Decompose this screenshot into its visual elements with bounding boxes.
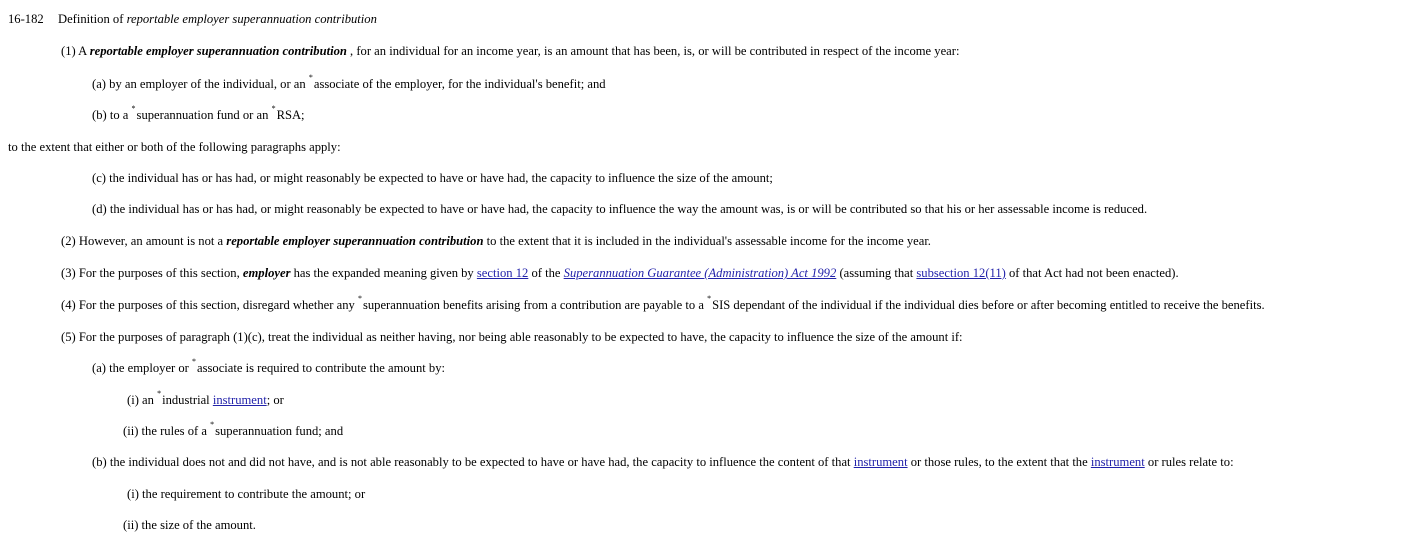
- paragraph-number: (d): [92, 202, 107, 216]
- subsection-text-mid: superannuation benefits arising from a contribution are payable to a: [362, 298, 704, 312]
- defined-term-asterisk: *: [131, 104, 136, 113]
- section-heading-lead: Definition of: [58, 12, 124, 26]
- paragraph-text: the individual has or has had, or might reasonably be expected to have or have had, the capacity to influence the way the amount was, is or will be contributed so that his or her assessable income is reduced.: [109, 202, 1148, 216]
- defined-term: reportable employer superannuation contribution: [226, 234, 484, 248]
- subsection-text: For the purposes of paragraph (1)(c), treat the individual as neither having, nor being able reasonably to be expected to have, the capacity to influence the size of the amount if:: [78, 330, 963, 344]
- subsection-4: [61, 294, 1265, 313]
- paragraph-text-pre: the employer or: [109, 361, 189, 375]
- subparagraph-5a-i: [127, 389, 284, 408]
- subsection-2: [61, 233, 931, 249]
- subsection-5: [61, 329, 963, 345]
- subsection-text-pre: For the purposes of this section, disregard whether any: [78, 298, 355, 312]
- paragraph-number: (b): [92, 108, 107, 122]
- subsection-text-post: to the extent that it is included in the individual's assessable income for the income year.: [486, 234, 931, 248]
- subsection-text-mid: has the expanded meaning given by: [293, 266, 474, 280]
- paragraph-5a: [92, 357, 445, 376]
- section-number: 16-182: [8, 12, 44, 26]
- instrument-link[interactable]: instrument: [1090, 455, 1145, 469]
- paragraph-text-post: or rules relate to:: [1147, 455, 1234, 469]
- subsection-number: (1): [61, 44, 76, 58]
- subsection-number: (4): [61, 298, 76, 312]
- section-heading-term: reportable employer superannuation contribution: [126, 12, 377, 26]
- paragraph-text-pre: to a: [109, 108, 129, 122]
- paragraph-number: (c): [92, 171, 106, 185]
- defined-term: employer: [242, 266, 291, 280]
- subsection-text-post: , for an individual for an income year, is an amount that has been, is, or will be contributed in respect of the income year:: [350, 44, 960, 58]
- paragraph-1c: [92, 170, 773, 186]
- subparagraph-text-mid: industrial: [162, 393, 210, 407]
- subparagraph-text: the requirement to contribute the amount; or: [142, 487, 366, 501]
- instrument-link[interactable]: instrument: [212, 393, 267, 407]
- subparagraph-number: (i): [127, 487, 139, 501]
- subparagraph-text-post: superannuation fund; and: [215, 424, 344, 438]
- defined-term-asterisk: *: [308, 73, 313, 82]
- subparagraph-text-pre: an: [142, 393, 154, 407]
- subsection-1: [61, 43, 959, 59]
- subsection-text-pre: However, an amount is not a: [78, 234, 224, 248]
- act-title: Superannuation Guarantee (Administration) Act 1992: [563, 266, 837, 280]
- subsection-text-post: SIS dependant of the individual if the individual dies before or after becoming entitled to receive the benefits.: [712, 298, 1265, 312]
- subparagraph-text: the size of the amount.: [141, 518, 256, 532]
- paragraph-text-mid: superannuation fund or an: [136, 108, 269, 122]
- paragraph-number: (a): [92, 77, 106, 91]
- paragraph-1b: [92, 104, 305, 123]
- subparagraph-text-pre: the rules of a: [141, 424, 207, 438]
- subparagraph-5a-ii: [123, 420, 344, 439]
- section-12-link[interactable]: section 12: [476, 266, 529, 280]
- paragraph-text-mid: or those rules, to the extent that the: [910, 455, 1088, 469]
- section-heading: [8, 11, 377, 27]
- subparagraph-5b-i: [127, 486, 365, 502]
- instrument-link[interactable]: instrument: [853, 455, 908, 469]
- paragraph-number: (b): [92, 455, 107, 469]
- paragraph-5b: [92, 454, 1234, 470]
- subparagraph-number: (ii): [123, 424, 139, 438]
- subsection-number: (2): [61, 234, 76, 248]
- defined-term-asterisk: *: [192, 357, 197, 366]
- subsection-text-pre: A: [78, 44, 87, 58]
- subsection-text-mid: (assuming that: [839, 266, 914, 280]
- paragraph-text-pre: the individual does not and did not have, and is not able reasonably to be expected to have or have had, the capacity to influence the content of that: [109, 455, 851, 469]
- defined-term-asterisk: *: [210, 420, 215, 429]
- subsection-12-11-link[interactable]: subsection 12(11): [916, 266, 1006, 280]
- subparagraph-5b-ii: [123, 517, 256, 533]
- subsection-number: (3): [61, 266, 76, 280]
- subsection-text-post: of that Act had not been enacted).: [1009, 266, 1179, 280]
- paragraph-text-post: associate of the employer, for the individual's benefit; and: [313, 77, 606, 91]
- subparagraph-text-post: ; or: [266, 393, 284, 407]
- paragraph-number: (a): [92, 361, 106, 375]
- subsection-text-pre: For the purposes of this section,: [78, 266, 240, 280]
- defined-term-asterisk: *: [357, 294, 362, 303]
- paragraph-1d: [92, 201, 1147, 217]
- extent-clause: to the extent that either or both of the following paragraphs apply:: [8, 140, 341, 154]
- paragraph-text-post: RSA;: [276, 108, 305, 122]
- defined-term-asterisk: *: [271, 104, 276, 113]
- paragraph-1a: [92, 73, 606, 92]
- defined-term-asterisk: *: [157, 389, 162, 398]
- subsection-3: [61, 265, 1179, 281]
- act-title-link[interactable]: [564, 266, 837, 280]
- defined-term-asterisk: *: [707, 294, 712, 303]
- subparagraph-number: (i): [127, 393, 139, 407]
- subsection-number: (5): [61, 330, 76, 344]
- paragraph-text-post: associate is required to contribute the amount by:: [197, 361, 445, 375]
- paragraph-text: the individual has or has had, or might reasonably be expected to have or have had, the capacity to influence the size of the amount;: [109, 171, 773, 185]
- paragraph-text-pre: by an employer of the individual, or an: [109, 77, 306, 91]
- subsection-text-mid: of the: [531, 266, 561, 280]
- defined-term: reportable employer superannuation contribution: [89, 44, 347, 58]
- subparagraph-number: (ii): [123, 518, 139, 532]
